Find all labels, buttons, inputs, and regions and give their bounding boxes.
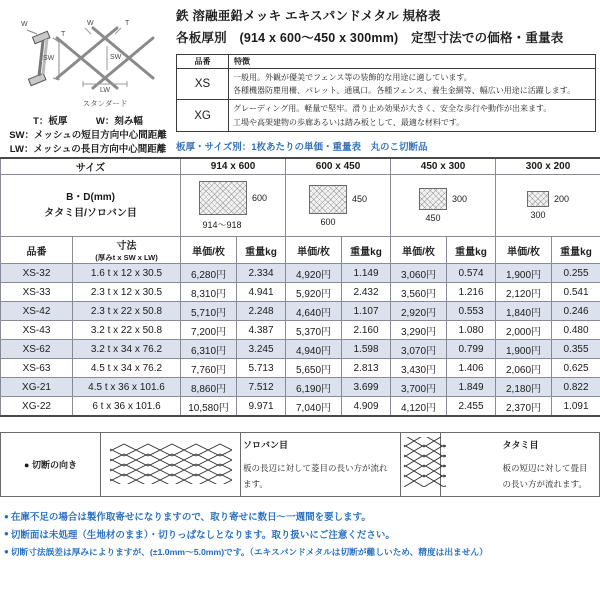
col-header-weight-3: 重量kg (447, 237, 496, 264)
col-header-weight-2: 重量kg (342, 237, 391, 264)
row-price-600x450: 6,190円 (286, 378, 342, 397)
row-weight-914x600: 5.713 (237, 359, 286, 378)
size-height-1: 600 (252, 192, 268, 203)
row-weight-300x200: 0.541 (552, 283, 600, 302)
row-price-300x200: 2,370円 (496, 397, 552, 416)
legend-line-1: T：板厚 W：刻み幅 (33, 116, 143, 127)
row-price-450x300: 3,700円 (391, 378, 447, 397)
row-price-450x300: 3,290円 (391, 321, 447, 340)
row-weight-450x300: 1.080 (447, 321, 496, 340)
diagram-legend (0, 115, 176, 156)
row-price-914x600: 10,580円 (181, 397, 237, 416)
row-price-450x300: 3,060円 (391, 264, 447, 283)
tatami-mesh-icon (402, 437, 446, 487)
note-item (4, 509, 600, 527)
feature-desc-xs-line1: 一般用。外観が優美でフェンス等の装飾的な用途に適しています。 (233, 73, 472, 82)
col-header-weight-1: 重量kg (237, 237, 286, 264)
diagram-label-t2: T (125, 20, 130, 27)
row-weight-300x200: 0.246 (552, 302, 600, 321)
diagram-label-sw: SW (43, 55, 55, 62)
col-header-weight-4: 重量kg (552, 237, 600, 264)
page-subtitle-line: 各板厚別 (914 x 600〜450 x 300mm) 定型寸法での価格・重量表 (176, 31, 564, 45)
row-price-600x450: 4,920円 (286, 264, 342, 283)
row-weight-914x600: 4.387 (237, 321, 286, 340)
table-row (1, 302, 600, 321)
price-table-subtitle: 板厚・サイズ別：1枚あたりの単価・重量表 丸のこ切断品 (176, 141, 428, 153)
row-spec: 2.3 t x 12 x 30.5 (73, 283, 181, 302)
cut-name-soroban: ソロバン目 (243, 439, 289, 450)
note-text: 切断面は未処理（生地材のまま）・切りっぱなしとなります。取り扱いにご注意ください。 (10, 529, 395, 541)
row-part: XG-21 (1, 378, 73, 397)
row-part: XS-63 (1, 359, 73, 378)
size-box-wrap-3 (391, 188, 495, 210)
row-price-914x600: 7,200円 (181, 321, 237, 340)
row-weight-914x600: 4.941 (237, 283, 286, 302)
feature-header-desc: 特徴 (229, 55, 596, 69)
row-price-600x450: 4,940円 (286, 340, 342, 359)
size-rect-4 (527, 191, 549, 207)
size-box-300x200 (496, 175, 600, 237)
feature-desc-xs-line2: 各種機器防塵用柵、パレット、通風口。各種フェンス、養生金網等、幅広い用途に活躍します。 (233, 86, 576, 96)
bd-label-cell (1, 175, 181, 237)
row-price-300x200: 2,120円 (496, 283, 552, 302)
cut-direction-table (0, 432, 600, 497)
notes-section (0, 509, 600, 560)
bullet-icon: ● (4, 546, 9, 556)
feature-desc-xg-line2: 工場や高架建物の歩廊あるいは踏み板として、最適な材料です。 (233, 117, 465, 127)
size-header-450x300: 450 x 300 (391, 158, 496, 175)
row-price-300x200: 2,000円 (496, 321, 552, 340)
row-price-300x200: 1,840円 (496, 302, 552, 321)
feature-desc-xg-line1: グレーディング用。軽量で堅牢。滑り止め効果が大きく、安全な歩行や動作が出来ます。 (233, 104, 552, 114)
column-header-row (1, 237, 600, 264)
cut-spacer-cell (441, 432, 501, 496)
feature-row-xs (177, 69, 596, 100)
size-header-600x450: 600 x 450 (286, 158, 391, 175)
row-part: XS-43 (1, 321, 73, 340)
feature-table (176, 54, 596, 132)
row-part: XS-33 (1, 283, 73, 302)
price-weight-table (0, 157, 600, 417)
diagram-label-lw: LW (100, 87, 110, 94)
size-box-wrap-2 (286, 185, 390, 214)
row-price-450x300: 4,120円 (391, 397, 447, 416)
row-weight-450x300: 1.406 (447, 359, 496, 378)
row-price-450x300: 3,560円 (391, 283, 447, 302)
size-height-3: 300 (452, 194, 468, 205)
legend-line-3: LW：メッシュの長目方向中心間距離 (9, 143, 167, 155)
top-section (0, 0, 600, 157)
note-item (4, 544, 600, 560)
row-price-300x200: 2,180円 (496, 378, 552, 397)
col-header-part: 品番 (1, 237, 73, 264)
soroban-mesh-icon (110, 440, 232, 484)
cut-direction-row (1, 432, 600, 496)
row-weight-914x600: 3.245 (237, 340, 286, 359)
row-price-914x600: 6,280円 (181, 264, 237, 283)
bullet-icon: ● (4, 529, 9, 539)
bd-label-line2: タタミ目/ソロバン目 (44, 207, 137, 219)
row-weight-450x300: 1.849 (447, 378, 496, 397)
size-header-914x600: 914 x 600 (181, 158, 286, 175)
mesh-sample-soroban (101, 432, 241, 496)
feature-desc-xg (229, 100, 596, 131)
size-box-450x300 (391, 175, 496, 237)
row-price-450x300: 3,430円 (391, 359, 447, 378)
size-box-600x450 (286, 175, 391, 237)
row-weight-914x600: 9.971 (237, 397, 286, 416)
table-row (1, 321, 600, 340)
feature-header-code: 品番 (177, 55, 229, 69)
expanded-metal-diagram-icon (3, 12, 173, 112)
row-price-450x300: 3,070円 (391, 340, 447, 359)
row-spec: 2.3 t x 22 x 50.8 (73, 302, 181, 321)
bd-label-line1: B・D(mm) (66, 191, 115, 203)
row-price-600x450: 5,920円 (286, 283, 342, 302)
cut-text-soroban (241, 432, 401, 496)
row-part: XG-22 (1, 397, 73, 416)
row-weight-300x200: 0.255 (552, 264, 600, 283)
size-rect-2 (309, 185, 347, 214)
feature-table-header-row (177, 55, 596, 69)
table-row (1, 340, 600, 359)
row-weight-914x600: 2.248 (237, 302, 286, 321)
row-spec: 4.5 t x 34 x 76.2 (73, 359, 181, 378)
diagram-caption: スタンダード (82, 99, 128, 108)
cut-direction-label: ● 切断の向き (1, 432, 101, 496)
size-height-2: 450 (352, 194, 368, 205)
size-diagram-row (1, 175, 600, 237)
diagram-label-w: W (21, 21, 28, 28)
table-row (1, 359, 600, 378)
size-header-300x200: 300 x 200 (496, 158, 600, 175)
size-width-4: 300 (530, 210, 546, 221)
note-item (4, 527, 600, 545)
page-title: 鉄 溶融亜鉛メッキ エキスパンドメタル 規格表 (176, 9, 441, 23)
row-price-450x300: 2,920円 (391, 302, 447, 321)
row-weight-600x450: 4.909 (342, 397, 391, 416)
row-spec: 3.2 t x 22 x 50.8 (73, 321, 181, 340)
col-header-spec-main: 寸法 (116, 241, 137, 253)
col-header-spec-sub: (厚みt x SW x LW) (95, 253, 158, 263)
row-weight-914x600: 2.334 (237, 264, 286, 283)
row-price-300x200: 1,900円 (496, 340, 552, 359)
row-spec: 1.6 t x 12 x 30.5 (73, 264, 181, 283)
row-weight-300x200: 1.091 (552, 397, 600, 416)
cut-text-tatami (501, 432, 600, 496)
row-weight-300x200: 0.355 (552, 340, 600, 359)
diagram-column (0, 6, 176, 157)
table-row (1, 397, 600, 416)
size-box-wrap-4 (496, 191, 600, 207)
bullet-icon: ● (4, 511, 9, 521)
legend-line-2: SW：メッシュの短目方向中心間距離 (9, 129, 167, 141)
row-part: XS-62 (1, 340, 73, 359)
row-weight-600x450: 1.598 (342, 340, 391, 359)
row-weight-300x200: 0.822 (552, 378, 600, 397)
mesh-sample-tatami (401, 432, 441, 496)
row-part: XS-42 (1, 302, 73, 321)
col-header-price-2: 単価/枚 (286, 237, 342, 264)
row-weight-300x200: 0.625 (552, 359, 600, 378)
size-header-label: サイズ (1, 158, 181, 175)
size-box-914x600 (181, 175, 286, 237)
row-price-914x600: 8,860円 (181, 378, 237, 397)
size-box-wrap-1 (181, 181, 285, 215)
row-part: XS-32 (1, 264, 73, 283)
row-spec: 4.5 t x 36 x 101.6 (73, 378, 181, 397)
row-price-600x450: 4,640円 (286, 302, 342, 321)
cut-desc-tatami: 板の短辺に対して畳目の長い方が流れます。 (502, 462, 588, 489)
row-price-300x200: 2,060円 (496, 359, 552, 378)
diagram-label-sw2: SW (110, 54, 122, 61)
row-weight-450x300: 1.216 (447, 283, 496, 302)
row-price-600x450: 5,370円 (286, 321, 342, 340)
row-weight-450x300: 0.799 (447, 340, 496, 359)
feature-code-xs: XS (177, 69, 229, 100)
row-weight-450x300: 2.455 (447, 397, 496, 416)
table-row (1, 378, 600, 397)
row-weight-600x450: 2.160 (342, 321, 391, 340)
row-price-914x600: 5,710円 (181, 302, 237, 321)
size-width-2: 600 (320, 216, 336, 227)
feature-desc-xs (229, 69, 596, 100)
col-header-price-1: 単価/枚 (181, 237, 237, 264)
row-weight-600x450: 2.813 (342, 359, 391, 378)
size-width-3: 450 (425, 213, 441, 224)
row-price-600x450: 7,040円 (286, 397, 342, 416)
row-weight-600x450: 2.432 (342, 283, 391, 302)
row-weight-600x450: 3.699 (342, 378, 391, 397)
col-header-spec (73, 237, 181, 264)
size-height-4: 200 (554, 194, 570, 205)
row-price-600x450: 5,650円 (286, 359, 342, 378)
row-price-300x200: 1,900円 (496, 264, 552, 283)
diagram-label-t: T (61, 31, 66, 38)
row-weight-300x200: 0.480 (552, 321, 600, 340)
row-price-914x600: 7,760円 (181, 359, 237, 378)
cut-name-tatami: タタミ目 (502, 439, 539, 450)
note-text: 切断寸法誤差は厚みによりますが、(±1.0mm〜5.0mm)です。（エキスパンドメタルは切断が難しいため、精度は出ません） (10, 547, 488, 558)
feature-code-xg: XG (177, 100, 229, 131)
feature-row-xg (177, 100, 596, 131)
table-row (1, 264, 600, 283)
cut-desc-soroban: 板の長辺に対して菱目の長い方が流れます。 (243, 462, 388, 489)
row-spec: 6 t x 36 x 101.6 (73, 397, 181, 416)
diagram-label-w2: W (87, 20, 94, 27)
title-column (176, 6, 600, 157)
size-rect-3 (419, 188, 447, 210)
size-header-row (1, 158, 600, 175)
size-rect-1 (199, 181, 247, 215)
row-weight-600x450: 1.149 (342, 264, 391, 283)
col-header-price-3: 単価/枚 (391, 237, 447, 264)
row-price-914x600: 8,310円 (181, 283, 237, 302)
row-weight-914x600: 7.512 (237, 378, 286, 397)
row-spec: 3.2 t x 34 x 76.2 (73, 340, 181, 359)
row-weight-450x300: 0.553 (447, 302, 496, 321)
col-header-price-4: 単価/枚 (496, 237, 552, 264)
size-width-1: 914〜918 (202, 219, 242, 230)
table-row (1, 283, 600, 302)
row-price-914x600: 6,310円 (181, 340, 237, 359)
row-weight-450x300: 0.574 (447, 264, 496, 283)
row-weight-600x450: 1.107 (342, 302, 391, 321)
note-text: 在庫不足の場合は製作取寄せになりますので、取り寄せに数日〜一週間を要します。 (10, 512, 371, 524)
